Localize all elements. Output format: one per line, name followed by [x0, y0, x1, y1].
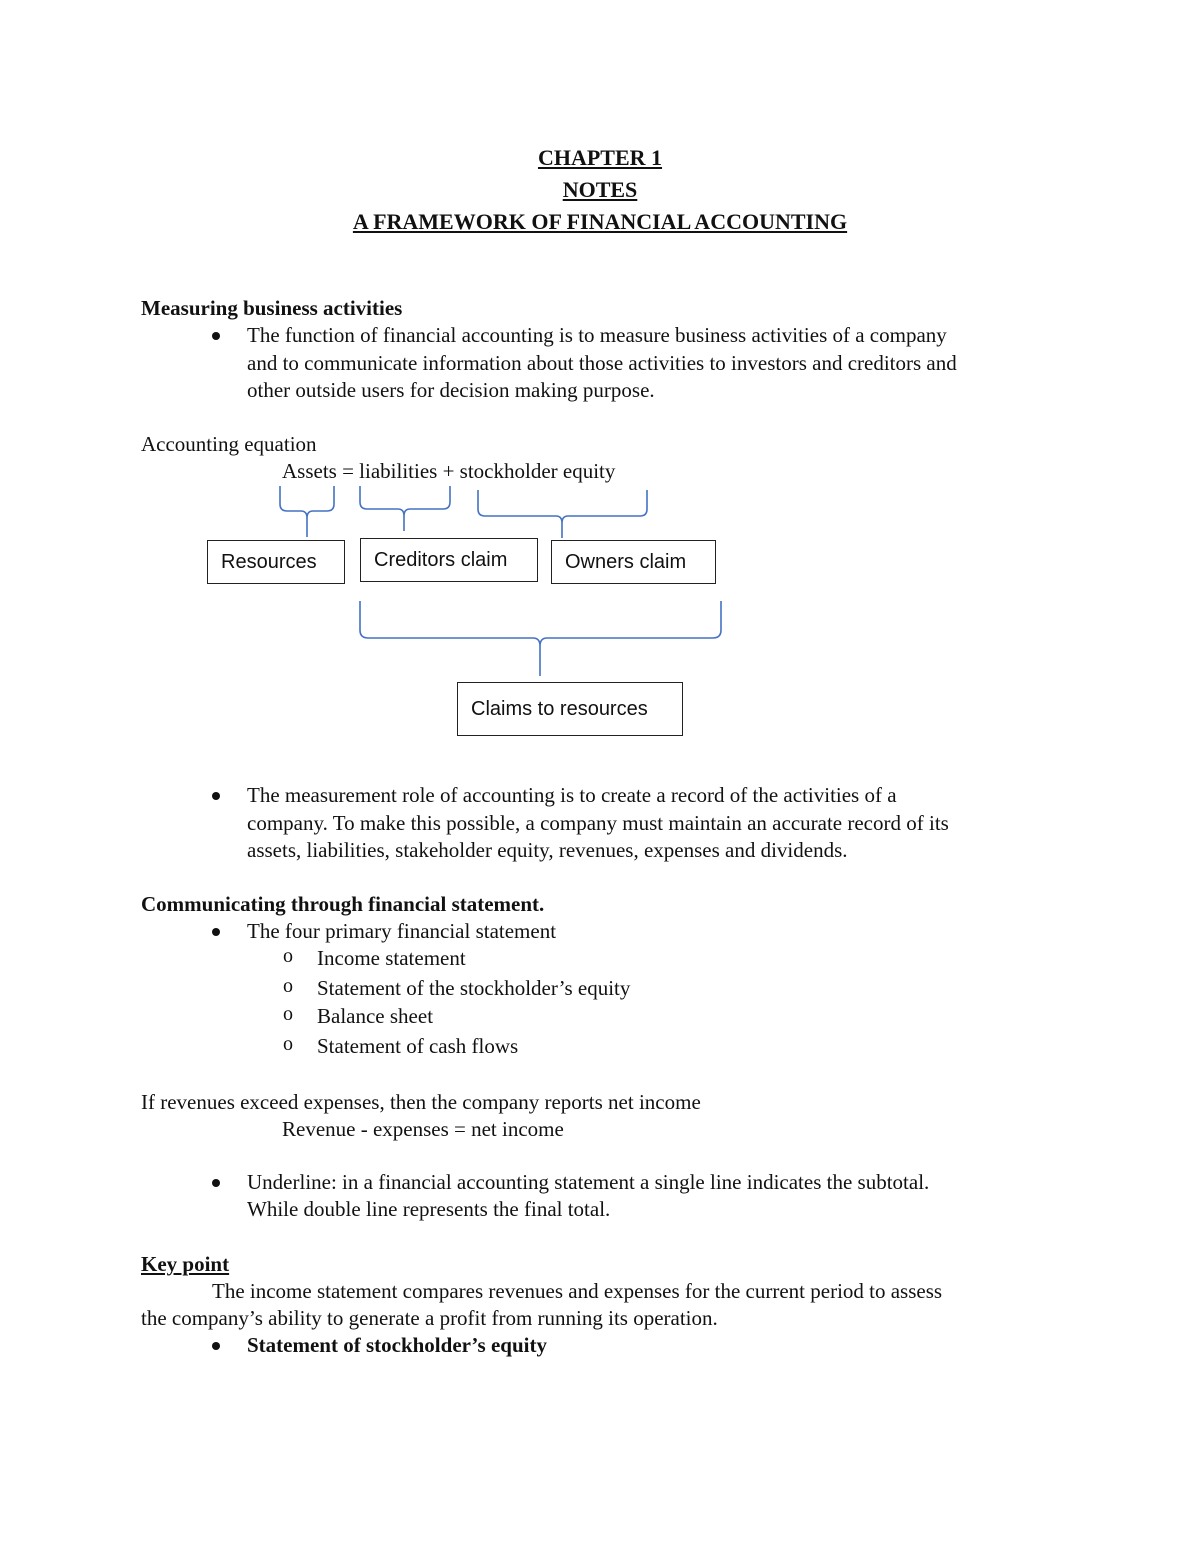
brace-stockholder-equity: [478, 490, 647, 538]
bullet2-line3: assets, liabilities, stakeholder equity, revenues, expenses and dividends.: [247, 838, 848, 862]
bullet2-line2: company. To make this possible, a company must maintain an accurate record of its: [247, 811, 949, 835]
creditors-claim-box: Creditors claim: [360, 538, 538, 582]
bullet2-line1: The measurement role of accounting is to create a record of the activities of a: [247, 783, 897, 807]
accounting-equation-label: Accounting equation: [141, 432, 317, 456]
bullet-icon: [212, 792, 220, 800]
bullet1-line1: The function of financial accounting is to measure business activities of a company: [247, 323, 947, 347]
net-income-sentence: If revenues exceed expenses, then the company reports net income: [141, 1090, 701, 1114]
brace-assets: [280, 486, 334, 537]
notes-heading: NOTES: [562, 177, 638, 202]
sub-bullet-icon: o: [283, 1033, 293, 1055]
chapter-heading: CHAPTER 1: [537, 145, 663, 170]
key-point-heading: Key point: [141, 1252, 230, 1276]
subitem-cash-flows: Statement of cash flows: [317, 1034, 519, 1058]
four-statements-bullet: The four primary financial statement: [247, 919, 557, 943]
resources-box: Resources: [207, 540, 345, 584]
bullet-icon: [212, 1342, 220, 1350]
owners-claim-box: Owners claim: [551, 540, 716, 584]
key-point-line2: the company’s ability to generate a profit from running its operation.: [141, 1306, 718, 1330]
accounting-equation-formula: Assets = liabilities + stockholder equity: [282, 459, 616, 483]
stockholders-equity-bullet: Statement of stockholder’s equity: [247, 1333, 547, 1357]
sub-bullet-icon: o: [283, 945, 293, 967]
bullet-icon: [212, 928, 220, 936]
document-title: A FRAMEWORK OF FINANCIAL ACCOUNTING: [352, 209, 848, 234]
sub-bullet-icon: o: [283, 975, 293, 997]
section-heading-measuring: Measuring business activities: [141, 296, 403, 320]
bullet1-line3: other outside users for decision making purpose.: [247, 378, 655, 402]
section-heading-communicating: Communicating through financial statement.: [141, 892, 545, 916]
sub-bullet-icon: o: [283, 1003, 293, 1025]
subitem-balance-sheet: Balance sheet: [317, 1004, 434, 1028]
bullet1-line2: and to communicate information about those activities to investors and creditors and: [247, 351, 957, 375]
subitem-income-statement: Income statement: [317, 946, 466, 970]
brace-liabilities: [360, 486, 450, 531]
key-point-line1: The income statement compares revenues and expenses for the current period to assess: [212, 1279, 943, 1303]
claims-to-resources-box: Claims to resources: [457, 682, 683, 736]
bullet-icon: [212, 1179, 220, 1187]
subitem-stockholders-equity: Statement of the stockholder’s equity: [317, 976, 631, 1000]
net-income-formula: Revenue - expenses = net income: [282, 1117, 564, 1141]
underline-bullet-line1: Underline: in a financial accounting statement a single line indicates the subtotal.: [247, 1170, 930, 1194]
brace-claims: [360, 601, 721, 676]
underline-bullet-line2: While double line represents the final total.: [247, 1197, 611, 1221]
